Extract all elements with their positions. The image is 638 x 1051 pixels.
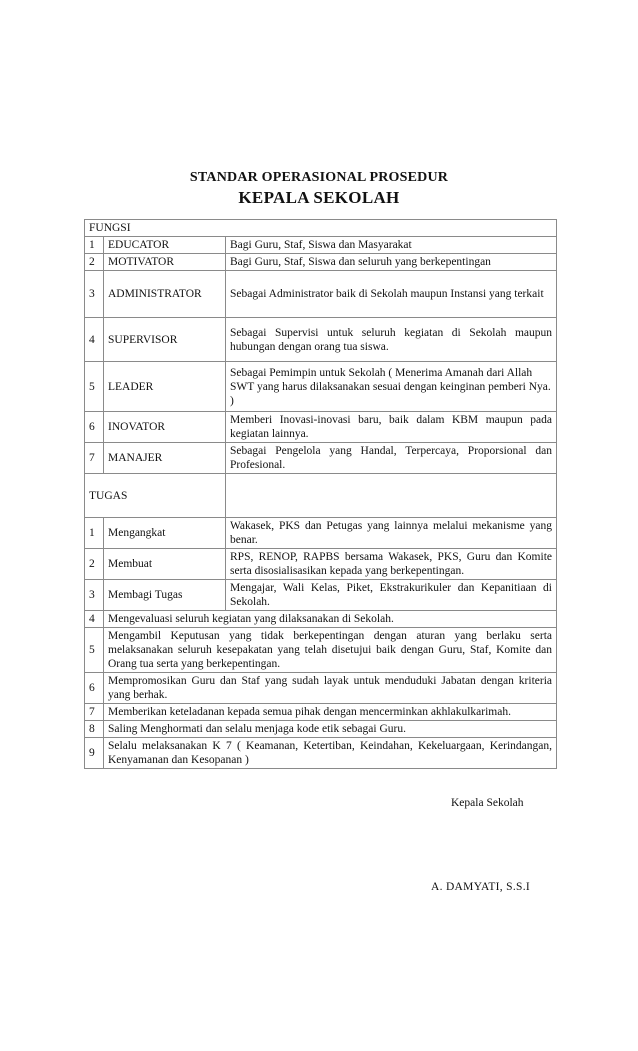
fungsi-description: Bagi Guru, Staf, Siswa dan seluruh yang berkepentingan	[226, 254, 557, 271]
row-number: 6	[85, 412, 104, 443]
fungsi-name: LEADER	[104, 362, 226, 412]
fungsi-row	[85, 254, 557, 271]
fungsi-name: ADMINISTRATOR	[104, 271, 226, 318]
fungsi-row	[85, 237, 557, 254]
tugas-description: Mengevaluasi seluruh kegiatan yang dilaksanakan di Sekolah.	[104, 611, 557, 628]
fungsi-description: Bagi Guru, Staf, Siswa dan Masyarakat	[226, 237, 557, 254]
fungsi-row	[85, 412, 557, 443]
row-number: 3	[85, 580, 104, 611]
fungsi-name: EDUCATOR	[104, 237, 226, 254]
sop-table	[84, 219, 557, 769]
document-title-line-2: KEPALA SEKOLAH	[238, 188, 400, 207]
row-number: 7	[85, 443, 104, 474]
tugas-description: RPS, RENOP, RAPBS bersama Wakasek, PKS, Guru dan Komite serta disosialisasikan kepada yang berkepentingan.	[226, 549, 557, 580]
fungsi-name: MANAJER	[104, 443, 226, 474]
tugas-row	[85, 580, 557, 611]
tugas-name: Membagi Tugas	[104, 580, 226, 611]
row-number: 4	[85, 318, 104, 362]
fungsi-row	[85, 362, 557, 412]
fungsi-name: SUPERVISOR	[104, 318, 226, 362]
row-number: 2	[85, 254, 104, 271]
row-number: 1	[85, 518, 104, 549]
row-number: 2	[85, 549, 104, 580]
tugas-row	[85, 549, 557, 580]
fungsi-description: Sebagai Pengelola yang Handal, Terpercaya, Proporsional dan Profesional.	[226, 443, 557, 474]
fungsi-description: Sebagai Pemimpin untuk Sekolah ( Menerima Amanah dari Allah SWT yang harus dilaksanakan sesuai dengan keinginan pemberi Nya. )	[226, 362, 557, 412]
row-number: 8	[85, 721, 104, 738]
fungsi-name: MOTIVATOR	[104, 254, 226, 271]
tugas-row	[85, 721, 557, 738]
row-number: 7	[85, 704, 104, 721]
tugas-heading-row	[85, 474, 557, 518]
tugas-name: Mengangkat	[104, 518, 226, 549]
tugas-name: Membuat	[104, 549, 226, 580]
fungsi-row	[85, 443, 557, 474]
tugas-description: Wakasek, PKS dan Petugas yang lainnya melalui mekanisme yang benar.	[226, 518, 557, 549]
row-number: 3	[85, 271, 104, 318]
row-number: 9	[85, 738, 104, 769]
signature-name: A. DAMYATI, S.S.I	[431, 881, 531, 893]
tugas-description: Saling Menghormati dan selalu menjaga kode etik sebagai Guru.	[104, 721, 557, 738]
tugas-description: Mengambil Keputusan yang tidak berkepentingan dengan aturan yang berlaku serta melaksanakan seluruh kesepakatan yang telah disetujui baik dengan Guru, Staf, Komite dan Orang tua serta yang berkepentingan.	[104, 628, 557, 673]
fungsi-name: INOVATOR	[104, 412, 226, 443]
fungsi-row	[85, 271, 557, 318]
tugas-description: Mempromosikan Guru dan Staf yang sudah layak untuk menduduki Jabatan dengan kriteria yang berhak.	[104, 673, 557, 704]
tugas-row	[85, 673, 557, 704]
tugas-heading: TUGAS	[85, 474, 226, 518]
empty-cell	[226, 474, 557, 518]
fungsi-description: Sebagai Supervisi untuk seluruh kegiatan di Sekolah maupun hubungan dengan orang tua siswa.	[226, 318, 557, 362]
fungsi-heading: FUNGSI	[85, 220, 557, 237]
document-title-line-1: STANDAR OPERASIONAL PROSEDUR	[189, 170, 449, 185]
row-number: 6	[85, 673, 104, 704]
tugas-description: Mengajar, Wali Kelas, Piket, Ekstrakurikuler dan Kepanitiaan di Sekolah.	[226, 580, 557, 611]
tugas-row	[85, 518, 557, 549]
tugas-row	[85, 628, 557, 673]
row-number: 1	[85, 237, 104, 254]
fungsi-heading-row	[85, 220, 557, 237]
row-number: 4	[85, 611, 104, 628]
tugas-row	[85, 611, 557, 628]
tugas-row	[85, 704, 557, 721]
tugas-description: Selalu melaksanakan K 7 ( Keamanan, Ketertiban, Keindahan, Kekeluargaan, Kerindangan, Kenyamanan dan Kesopanan )	[104, 738, 557, 769]
fungsi-row	[85, 318, 557, 362]
tugas-row	[85, 738, 557, 769]
fungsi-description: Sebagai Administrator baik di Sekolah maupun Instansi yang terkait	[226, 271, 557, 318]
signature-title: Kepala Sekolah	[451, 797, 524, 809]
row-number: 5	[85, 628, 104, 673]
row-number: 5	[85, 362, 104, 412]
fungsi-description: Memberi Inovasi-inovasi baru, baik dalam KBM maupun pada kegiatan lainnya.	[226, 412, 557, 443]
tugas-description: Memberikan keteladanan kepada semua pihak dengan mencerminkan akhlakulkarimah.	[104, 704, 557, 721]
